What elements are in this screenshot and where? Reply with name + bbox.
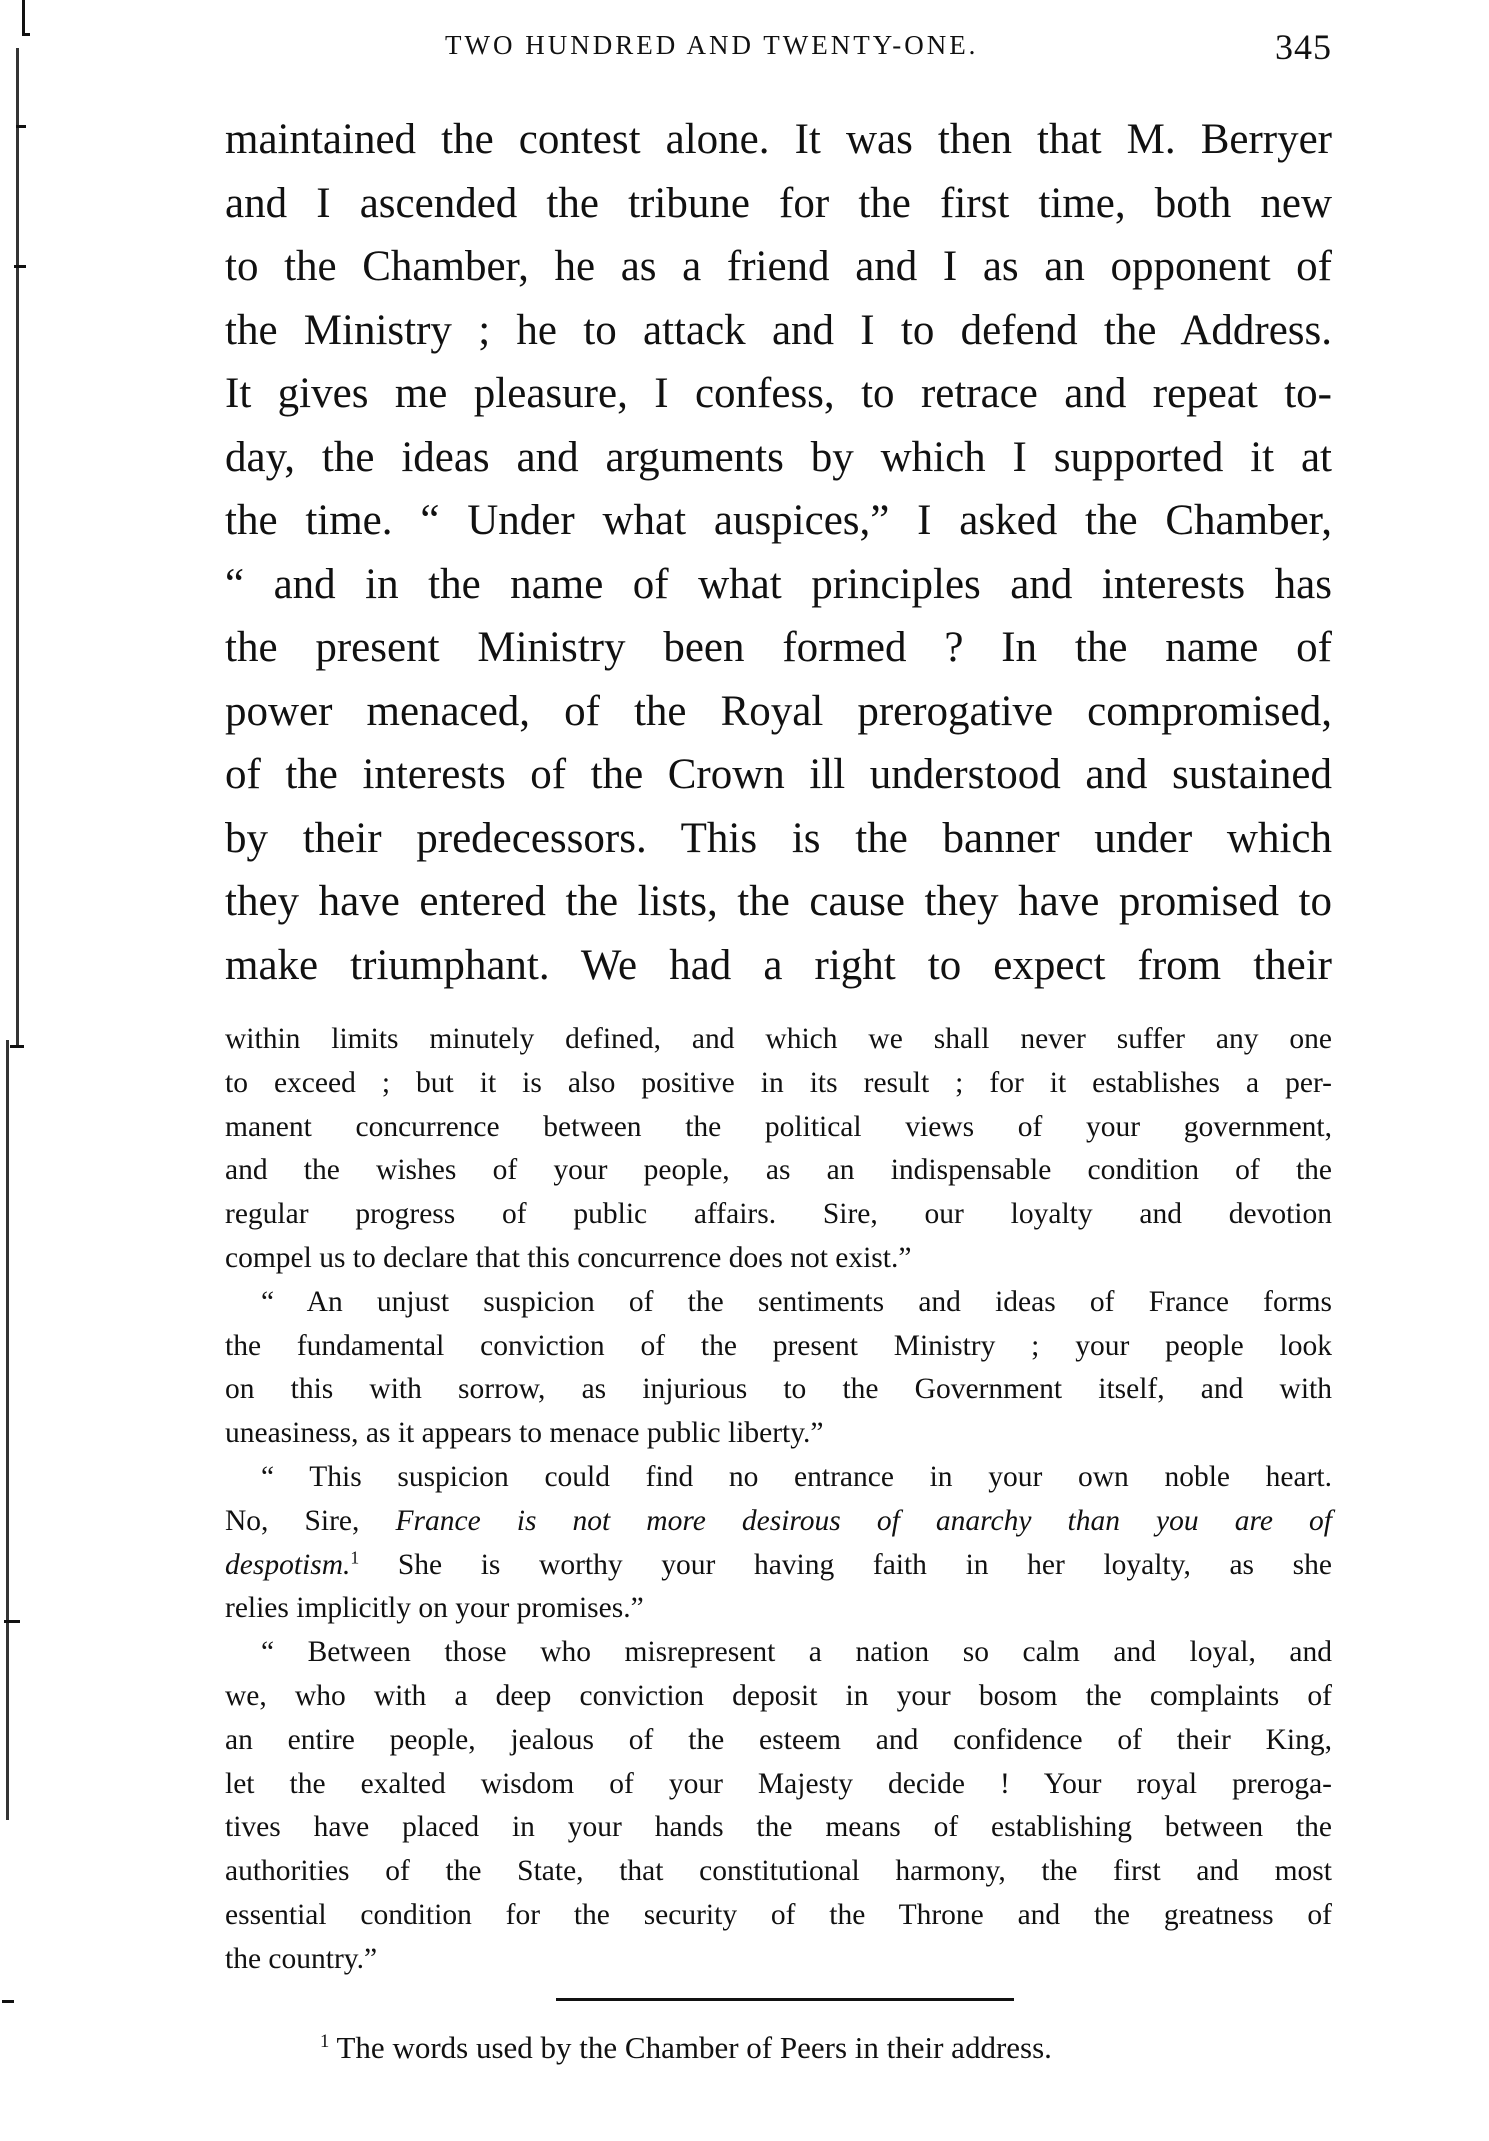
quote-line: uneasiness, as it appears to menace public liberty.”	[225, 1417, 824, 1450]
quote-paragraph	[225, 1281, 1332, 1456]
italic-emphasis: France is not more desirous of anarchy than you are of	[395, 1504, 1332, 1537]
quote-paragraph	[225, 1018, 1332, 1281]
body-line: to the Chamber, he as a friend and I as an opponent of	[225, 243, 1332, 290]
quote-line: regular progress of public affairs. Sire, our loyalty and devotion	[225, 1198, 1332, 1231]
footnote	[320, 2030, 1052, 2066]
quote-line: No, Sire, France is not more desirous of anarchy than you are of	[225, 1504, 1332, 1537]
quote-paragraph	[225, 1456, 1332, 1631]
footnote-text: The words used by the Chamber of Peers in their address.	[336, 2030, 1052, 2065]
quote-line: essential condition for the security of the Throne and the greatness of	[225, 1898, 1332, 1931]
body-line: they have entered the lists, the cause they have promised to	[225, 878, 1332, 925]
body-line: and I ascended the tribune for the first time, both new	[225, 179, 1332, 227]
quote-line: authorities of the State, that constitutional harmony, the first and most	[225, 1855, 1332, 1888]
quote-line: to exceed ; but it is also positive in its result ; for it establishes a per-	[225, 1066, 1332, 1099]
body-line: power menaced, of the Royal prerogative compromised,	[225, 687, 1332, 735]
quote-line: let the exalted wisdom of your Majesty decide ! Your royal preroga-	[225, 1767, 1332, 1800]
body-line: make triumphant. We had a right to expect from their	[225, 941, 1332, 989]
footnote-reference[interactable]: 1	[350, 1546, 360, 1567]
footnote-divider	[556, 1998, 1014, 2001]
italic-emphasis: despotism.	[225, 1548, 351, 1581]
quote-line: within limits minutely defined, and which we shall never suffer any one	[225, 1023, 1332, 1055]
quote-line: manent concurrence between the political views of your government,	[225, 1110, 1332, 1143]
quote-line: “ An unjust suspicion of the sentiments and ideas of France forms	[261, 1285, 1332, 1318]
quote-line: “ This suspicion could find no entrance in your own noble heart.	[261, 1460, 1332, 1493]
body-line: day, the ideas and arguments by which I supported it at	[225, 433, 1332, 481]
quote-paragraph	[225, 1631, 1332, 1981]
quote-line: and the wishes of your people, as an indispensable condition of the	[225, 1154, 1332, 1187]
body-line: the present Ministry been formed ? In the name of	[225, 624, 1332, 671]
quoted-address-block	[225, 1018, 1332, 1982]
quote-line: despotism.$^1$ She is worthy your having faith in her loyalty, as she	[225, 1546, 1332, 1581]
body-line: It gives me pleasure, I confess, to retrace and repeat to-	[225, 370, 1332, 417]
body-line: “ and in the name of what principles and interests has	[225, 560, 1332, 608]
page-header	[445, 26, 1332, 66]
body-line: by their predecessors. This is the banner under which	[225, 814, 1332, 862]
quote-line: tives have placed in your hands the means of establishing between the	[225, 1811, 1332, 1844]
body-line: maintained the contest alone. It was then that M. Berryer	[225, 116, 1332, 163]
quote-line: an entire people, jealous of the esteem and confidence of their King,	[225, 1723, 1332, 1756]
quote-line: on this with sorrow, as injurious to the Government itself, and with	[225, 1373, 1332, 1406]
running-head: TWO HUNDRED AND TWENTY-ONE.	[445, 30, 979, 60]
page-number: 345	[1275, 27, 1332, 67]
quote-line: compel us to declare that this concurrence does not exist.”	[225, 1241, 912, 1274]
quote-line: we, who with a deep conviction deposit in your bosom the complaints of	[225, 1679, 1332, 1712]
body-line: of the interests of the Crown ill understood and sustained	[225, 751, 1332, 798]
quote-line: relies implicitly on your promises.”	[225, 1592, 644, 1625]
main-body-text	[225, 108, 1332, 997]
quote-line: the fundamental conviction of the present Ministry ; your people look	[225, 1329, 1332, 1362]
body-line: the Ministry ; he to attack and I to defend the Address.	[225, 306, 1332, 354]
body-line: the time. “ Under what auspices,” I asked the Chamber,	[225, 497, 1332, 544]
quote-line: the country.”	[225, 1942, 378, 1975]
footnote-marker: 1	[320, 2030, 330, 2052]
quote-line: “ Between those who misrepresent a nation so calm and loyal, and	[261, 1636, 1332, 1669]
